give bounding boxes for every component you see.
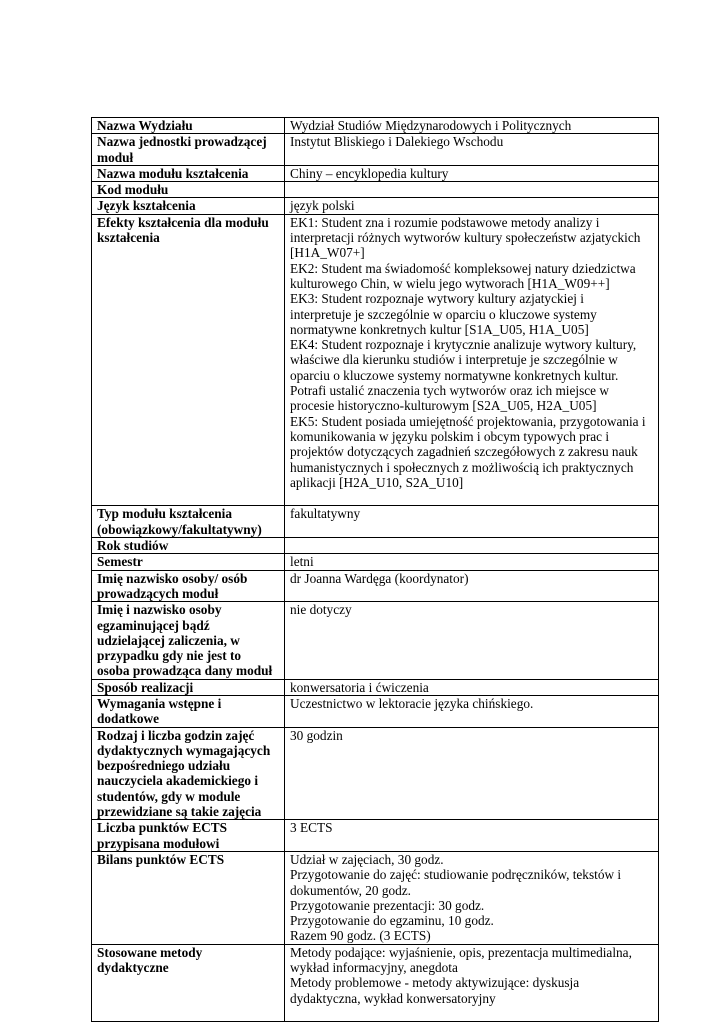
row-label-cell xyxy=(92,182,285,198)
row-label-cell xyxy=(92,506,285,538)
table-body xyxy=(92,118,659,1022)
row-label-line: Semestr xyxy=(97,554,143,570)
row-value-line: Razem 90 godz. (3 ECTS) xyxy=(290,928,431,944)
row-value-line: aplikacji [H2A_U10, S2A_U10] xyxy=(290,474,464,490)
row-value-cell xyxy=(285,134,659,166)
row-value-cell xyxy=(285,182,659,198)
row-value-line: kulturowego Chin, w wielu jego wytworach [H1A_W09++] xyxy=(290,275,610,291)
table-row xyxy=(92,554,659,570)
row-value-cell xyxy=(285,602,659,679)
row-value-line: wykład informacyjny, anegdota xyxy=(290,960,458,976)
row-label-line: Rok studiów xyxy=(97,538,169,554)
row-value-line: Uczestnictwo w lektoracie języka chińskiego. xyxy=(290,695,534,711)
row-label-line: Efekty kształcenia dla modułu xyxy=(97,214,269,230)
row-label-cell xyxy=(92,570,285,602)
row-value-cell xyxy=(285,820,659,852)
row-value-line: Przygotowanie prezentacji: 30 godz. xyxy=(290,897,485,913)
table-row xyxy=(92,602,659,679)
row-value-line: 30 godzin xyxy=(290,727,343,743)
row-value-cell xyxy=(285,695,659,727)
row-label-line: prowadzących moduł xyxy=(97,585,219,601)
row-value-line: interpretuje je szczególnie w oparciu o kluczowe systemy xyxy=(290,306,597,322)
row-label-line: Język kształcenia xyxy=(97,198,196,214)
row-label-cell xyxy=(92,134,285,166)
row-label-line: Imię nazwisko osoby/ osób xyxy=(97,570,248,586)
row-label-cell xyxy=(92,695,285,727)
row-value-line: Chiny – encyklopedia kultury xyxy=(290,165,449,181)
empty-value xyxy=(290,182,654,197)
row-value-line: Potrafi ustalić znaczenia tych wytworów oraz ich miejsce w xyxy=(290,383,610,399)
row-label-line: przewidziane są takie zajęcia xyxy=(97,804,262,820)
row-value-line: projektów dotyczących zagadnień szczegółowych z zakresu nauk xyxy=(290,444,638,460)
row-value-line: dokumentów, 20 godz. xyxy=(290,882,412,898)
row-value-line: EK1: Student zna i rozumie podstawowe metody analizy i xyxy=(290,214,600,230)
row-label-line: Rodzaj i liczba godzin zajęć xyxy=(97,727,255,743)
row-value-line: Przygotowanie do egzaminu, 10 godz. xyxy=(290,913,494,929)
row-value-line: właściwe dla kierunku studiów i interpretuje je szczególnie w xyxy=(290,352,618,368)
table-row xyxy=(92,134,659,166)
row-label-line: osoba prowadząca dany moduł xyxy=(97,663,273,679)
table-row xyxy=(92,214,659,506)
row-value-line: 3 ECTS xyxy=(290,820,333,836)
row-value-line: fakultatywny xyxy=(290,506,361,522)
row-value-cell xyxy=(285,538,659,554)
row-label-cell xyxy=(92,944,285,1021)
row-value-line: konwersatoria i ćwiczenia xyxy=(290,679,429,695)
row-label-cell xyxy=(92,727,285,820)
row-value-line: Metody problemowe - metody aktywizujące: dyskusja xyxy=(290,975,580,991)
row-value-cell xyxy=(285,198,659,214)
row-label-line: Imię i nazwisko osoby xyxy=(97,602,222,618)
row-value-line: dydaktyczna, wykład konwersatoryjny xyxy=(290,990,496,1006)
row-label-line: przypisana modułowi xyxy=(97,835,220,851)
row-value-cell xyxy=(285,165,659,181)
row-value-line: Udział w zajęciach, 30 godz. xyxy=(290,851,444,867)
row-label-line: studentów, gdy w module xyxy=(97,788,241,804)
row-label-cell xyxy=(92,538,285,554)
row-label-line: moduł xyxy=(97,149,134,165)
table-row xyxy=(92,538,659,554)
row-value-cell xyxy=(285,944,659,1021)
row-label-line: Sposób realizacji xyxy=(97,679,194,695)
row-label-line: Stosowane metody xyxy=(97,944,203,960)
row-value-line: EK2: Student ma świadomość kompleksowej natury dziedzictwa xyxy=(290,260,636,276)
row-value-line: dr Joanna Wardęga (koordynator) xyxy=(290,570,469,586)
row-value-line xyxy=(290,490,654,505)
table-row xyxy=(92,727,659,820)
table-row xyxy=(92,165,659,181)
row-label-line: dodatkowe xyxy=(97,711,160,727)
row-label-line: udzielającej zaliczenia, w xyxy=(97,632,240,648)
row-value-line: nie dotyczy xyxy=(290,602,352,618)
row-label-line: bezpośredniego udziału xyxy=(97,758,231,774)
row-value-cell xyxy=(285,506,659,538)
module-syllabus-table xyxy=(91,117,659,1022)
row-label-line: Nazwa Wydziału xyxy=(97,118,193,133)
row-value-cell xyxy=(285,118,659,134)
row-label-line: dydaktyczne xyxy=(97,960,169,976)
table-row xyxy=(92,695,659,727)
row-value-cell xyxy=(285,727,659,820)
row-value-line: Wydział Studiów Międzynarodowych i Politycznych xyxy=(290,118,572,133)
table-row xyxy=(92,198,659,214)
row-value-line: Metody podające: wyjaśnienie, opis, prezentacja multimedialna, xyxy=(290,944,632,960)
row-label-cell xyxy=(92,198,285,214)
table-row xyxy=(92,182,659,198)
table-row xyxy=(92,570,659,602)
table-row xyxy=(92,506,659,538)
table-row xyxy=(92,820,659,852)
table-row xyxy=(92,679,659,695)
row-value-line: EK5: Student posiada umiejętność projektowania, przygotowania i xyxy=(290,413,646,429)
table-row xyxy=(92,944,659,1021)
row-value-cell xyxy=(285,570,659,602)
row-label-line: egzaminującej bądź xyxy=(97,617,210,633)
row-label-cell xyxy=(92,118,285,134)
row-label-cell xyxy=(92,602,285,679)
row-value-line: komunikowania w języku polskim i obcym typowych prac i xyxy=(290,428,610,444)
row-label-line: kształcenia xyxy=(97,230,160,246)
row-value-cell xyxy=(285,851,659,944)
table-row xyxy=(92,118,659,134)
row-label-line: Bilans punktów ECTS xyxy=(97,851,225,867)
row-label-cell xyxy=(92,820,285,852)
row-label-line: Typ modułu kształcenia xyxy=(97,506,232,522)
row-value-cell xyxy=(285,554,659,570)
row-value-line: EK3: Student rozpoznaje wytwory kultury azjatyckiej i xyxy=(290,291,584,307)
row-label-line: Wymagania wstępne i xyxy=(97,695,222,711)
row-value-line: język polski xyxy=(290,198,355,214)
row-label-line: dydaktycznych wymagających xyxy=(97,742,271,758)
row-value-line xyxy=(290,1006,654,1021)
row-value-line: letni xyxy=(290,554,314,570)
row-label-line: nauczyciela akademickiego i xyxy=(97,773,259,789)
row-label-cell xyxy=(92,679,285,695)
row-value-line: Instytut Bliskiego i Dalekiego Wschodu xyxy=(290,134,504,150)
row-value-cell xyxy=(285,679,659,695)
row-label-line: Kod modułu xyxy=(97,182,169,198)
row-label-line: przypadku gdy nie jest to xyxy=(97,648,242,664)
row-value-cell xyxy=(285,214,659,506)
row-value-line: interpretacji różnych wytworów kultury społeczeństw azjatyckich xyxy=(290,230,641,246)
row-label-cell xyxy=(92,554,285,570)
table-row xyxy=(92,851,659,944)
row-label-line: Nazwa modułu kształcenia xyxy=(97,165,249,181)
row-value-line: [H1A_W07+] xyxy=(290,245,365,261)
row-value-line: Przygotowanie do zajęć: studiowanie podręczników, tekstów i xyxy=(290,867,622,883)
row-value-line: procesie historyczno-kulturowym [S2A_U05, H2A_U05] xyxy=(290,398,597,414)
row-label-line: Liczba punktów ECTS xyxy=(97,820,228,836)
row-value-line: EK4: Student rozpoznaje i krytycznie analizuje wytwory kultury, xyxy=(290,337,637,353)
row-label-cell xyxy=(92,165,285,181)
row-value-line: oparciu o kluczowe systemy normatywne konkretnych kultur. xyxy=(290,367,619,383)
empty-value xyxy=(290,538,654,553)
row-label-line: (obowiązkowy/fakultatywny) xyxy=(97,521,262,537)
row-label-cell xyxy=(92,851,285,944)
row-value-line: humanistycznych i społecznych z możliwością ich praktycznych xyxy=(290,459,634,475)
row-label-cell xyxy=(92,214,285,506)
row-value-line: normatywne konkretnych kultur [S1A_U05, H1A_U05] xyxy=(290,321,589,337)
row-label-line: Nazwa jednostki prowadzącej xyxy=(97,134,267,150)
